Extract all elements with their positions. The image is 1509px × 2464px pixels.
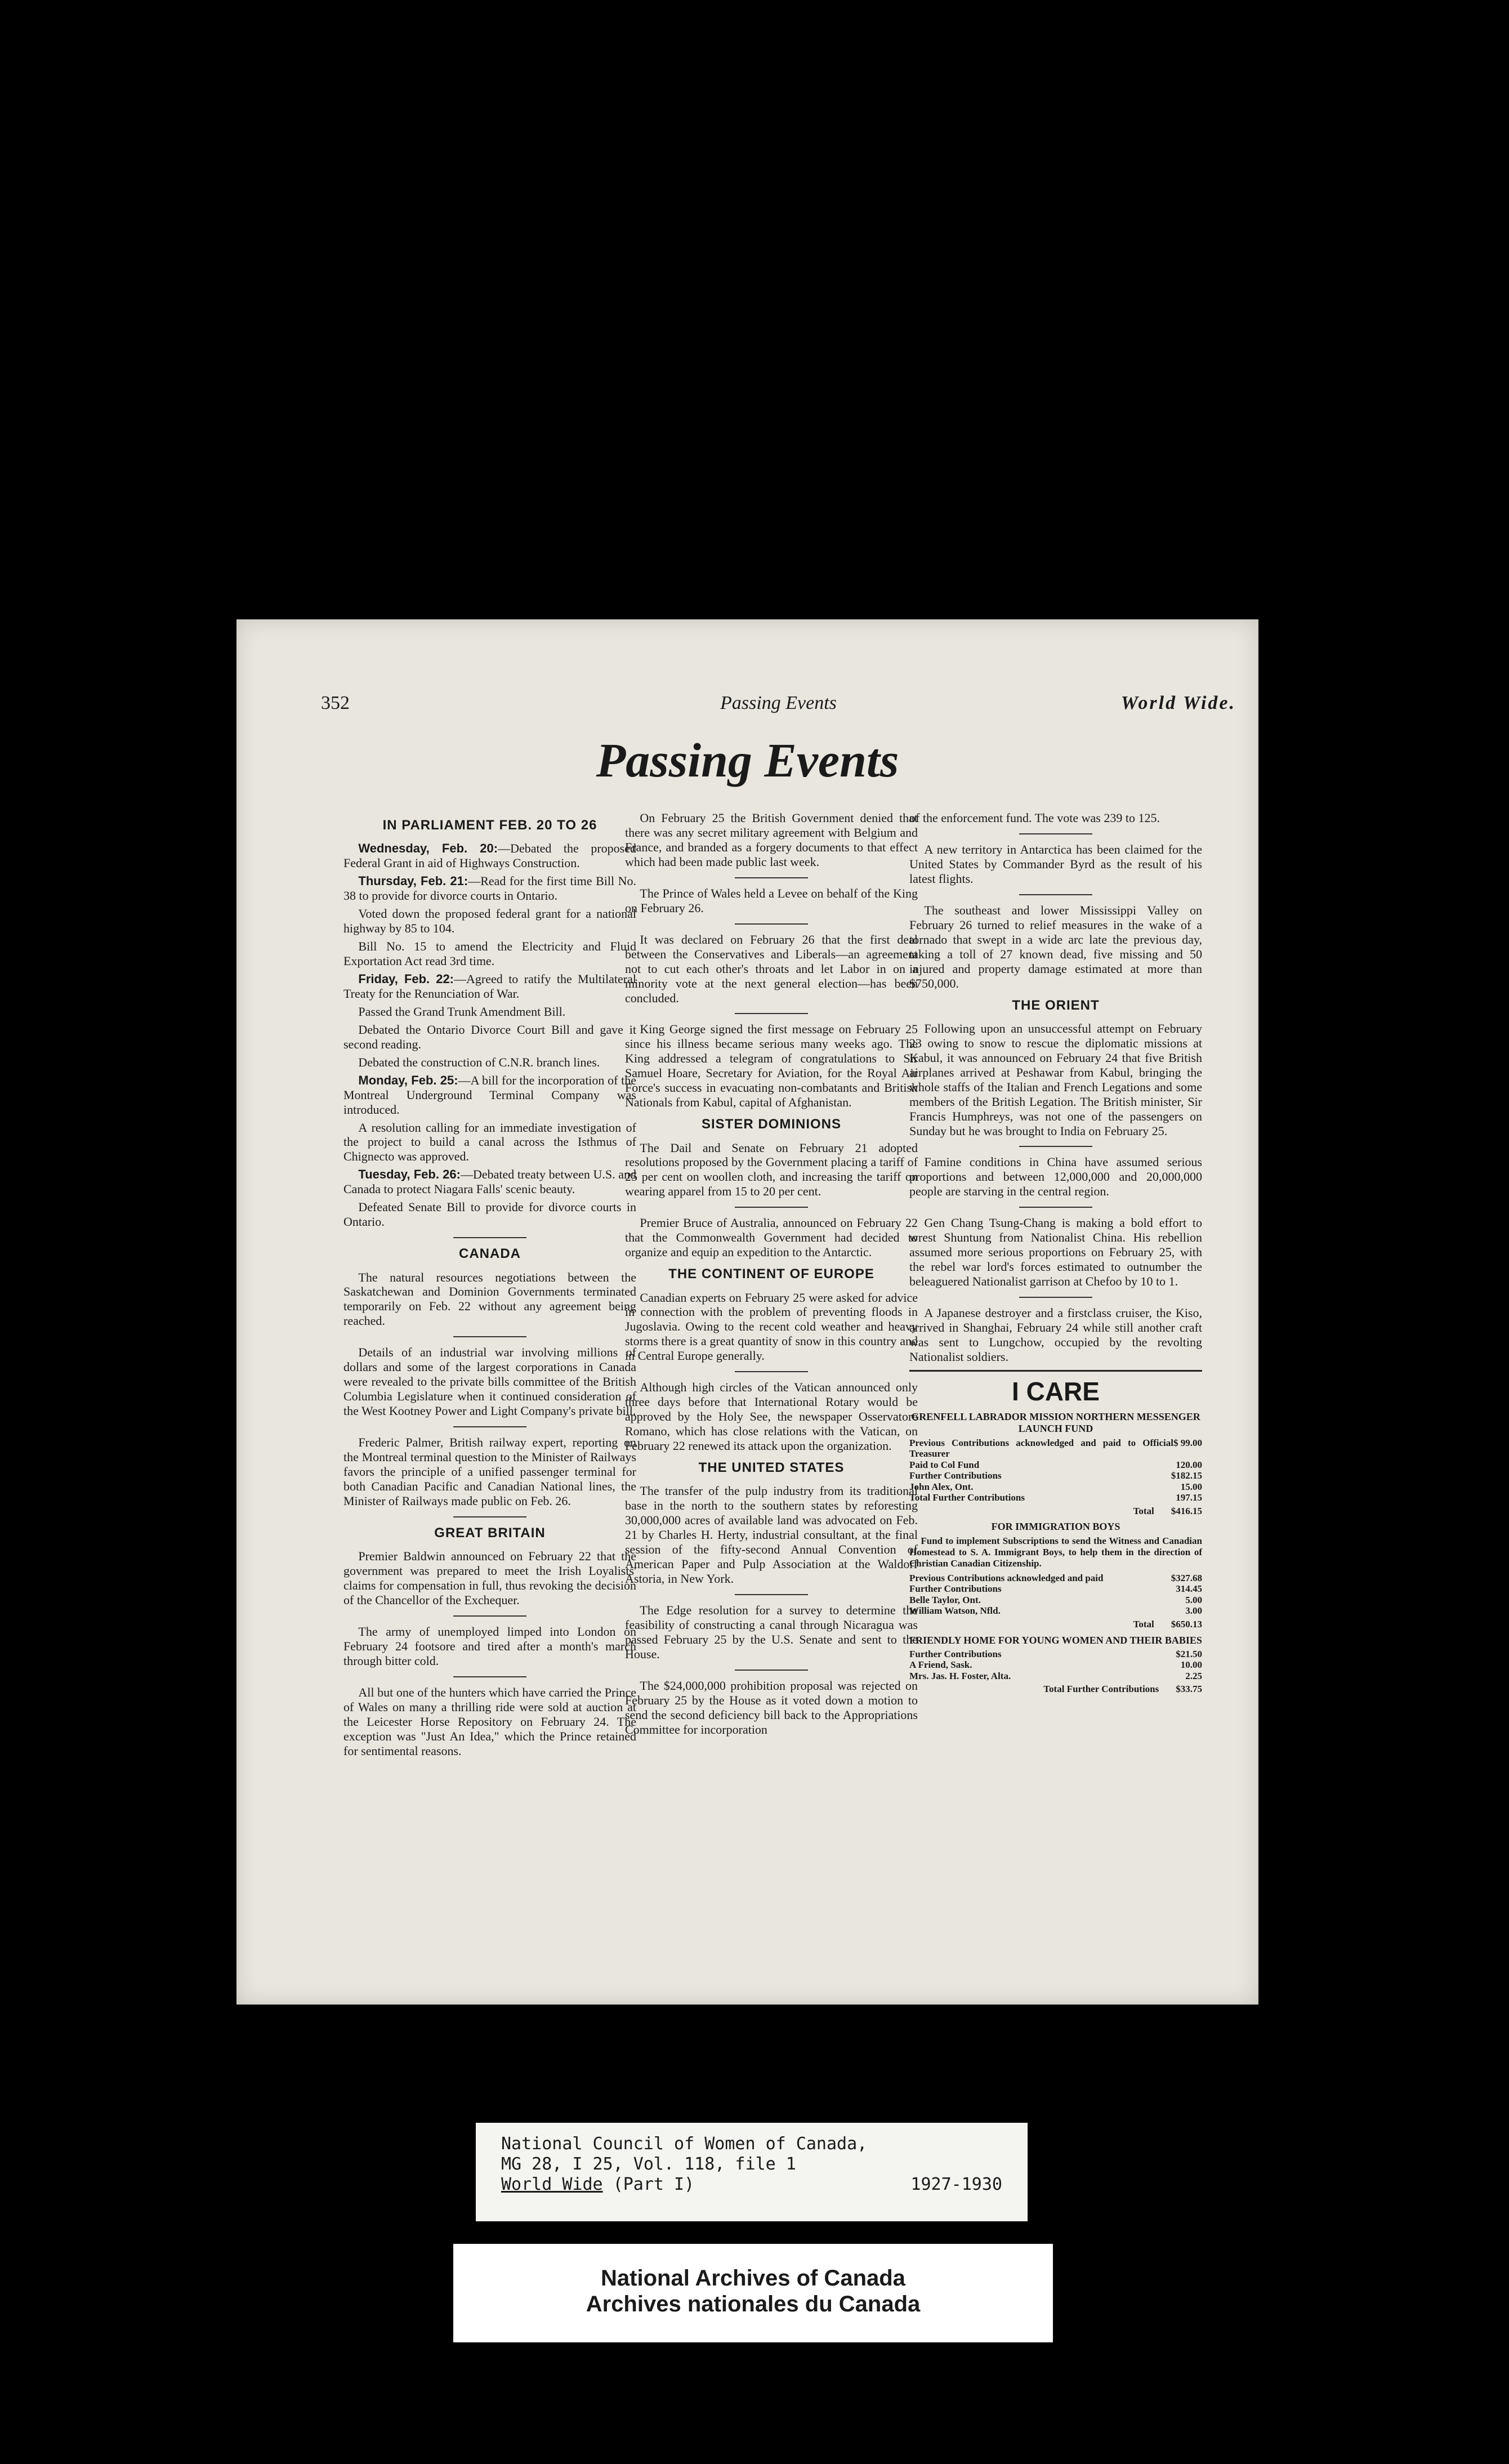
running-header <box>321 693 1236 715</box>
fund-list <box>909 1649 1202 1682</box>
paragraph: The $24,000,000 prohibition proposal was rejected on February 25 by the House as it voted down a motion to send the second deficiency bill back to the Appropriations Committee for incorporation <box>625 1678 918 1737</box>
divider <box>735 1013 808 1014</box>
publication-name: World Wide. <box>1120 693 1236 713</box>
paragraph: Details of an industrial war involving millions of dollars and some of the largest corporations in Canada were revealed to the private bills committee of the British Columbia Legislature when it continued consideration of the West Kootney Power and Light Company's private bill. <box>343 1345 636 1418</box>
fund-row <box>909 1659 1202 1671</box>
fund-row <box>909 1470 1202 1481</box>
archive-line-1: National Council of Women of Canada, <box>501 2134 868 2154</box>
divider <box>453 1426 526 1427</box>
fund-row-label: Total Further Contributions <box>909 1492 1025 1503</box>
section-heading-parliament: IN PARLIAMENT FEB. 20 TO 26 <box>382 818 597 833</box>
archives-name-fr: Archives nationales du Canada <box>586 2292 921 2316</box>
paragraph: It was declared on February 26 that the first deal between the Conservatives and Liberals—an agreement not to cut each other's throats and let Labor in on a minority vote at the next general election—has been concluded. <box>625 932 918 1005</box>
paragraph: The southeast and lower Mississippi Valley on February 26 turned to relief measures in the wake of a tornado that swept in a wide arc late the previous day, taking a toll of 27 known dead, five missing and 50 injured and property damage estimated at more than $750,000. <box>909 903 1202 990</box>
archive-line-3 <box>501 2175 1002 2195</box>
section-heading-orient: THE ORIENT <box>1012 997 1100 1013</box>
years: 1927-1930 <box>910 2175 1002 2194</box>
fund-row-amount: 120.00 <box>1176 1459 1202 1470</box>
divider <box>735 923 808 925</box>
fund-row <box>909 1649 1202 1660</box>
fund-title: FRIENDLY HOME FOR YOUNG WOMEN AND THEIR BABIES <box>909 1634 1202 1646</box>
fund-row <box>909 1605 1202 1617</box>
fund-row <box>909 1671 1202 1682</box>
fund-list <box>909 1438 1202 1503</box>
paragraph: Although high circles of the Vatican announced only three days before that International Rotary would be approved by the Holy See, the newspaper Osservatore Romano, which has close relations with the Vatican, on February 22 renewed its attack upon the organization. <box>625 1380 918 1453</box>
fund-title: FOR IMMIGRATION BOYS <box>991 1521 1120 1533</box>
fund-row-amount: 2.25 <box>1185 1670 1202 1681</box>
fund-row-label: Belle Taylor, Ont. <box>909 1594 981 1605</box>
i-care-heading: I CARE <box>1012 1376 1100 1406</box>
paragraph: of the enforcement fund. The vote was 239 to 125. <box>909 811 1160 825</box>
divider <box>453 1516 526 1517</box>
fund-row-amount: $327.68 <box>1171 1572 1202 1583</box>
paragraph: The natural resources negotiations between the Saskatchewan and Dominion Governments terminated temporarily on Feb. 22 without any agreement being reached. <box>343 1270 636 1328</box>
divider <box>735 1371 808 1372</box>
divider <box>735 877 808 878</box>
divider <box>1019 894 1092 895</box>
divider <box>453 1237 526 1238</box>
fund-total: Total $416.15 <box>1133 1505 1202 1516</box>
fund-row <box>909 1459 1202 1471</box>
archive-reference-label <box>476 2123 1028 2221</box>
divider <box>1019 1297 1092 1298</box>
divider <box>735 1670 808 1671</box>
section-heading-sister-dominions: SISTER DOMINIONS <box>701 1117 842 1132</box>
fund-row-label: A Friend, Sask. <box>909 1659 972 1671</box>
archives-stamp <box>453 2244 1053 2342</box>
fund-row-amount: 15.00 <box>1180 1481 1202 1492</box>
paragraph: Defeated Senate Bill to provide for divorce courts in Ontario. <box>343 1200 636 1229</box>
fund-row <box>909 1583 1202 1595</box>
divider <box>1019 1146 1092 1147</box>
fund-row-label: Previous Contributions acknowledged and paid to Official Treasurer <box>909 1437 1173 1459</box>
fund-row-amount: 3.00 <box>1185 1605 1202 1617</box>
paragraph: The Prince of Wales held a Levee on behalf of the King on February 26. <box>625 886 918 915</box>
archive-line-2: MG 28, I 25, Vol. 118, file 1 <box>501 2154 796 2174</box>
fund-row <box>909 1492 1202 1503</box>
fund-list <box>909 1573 1202 1617</box>
fund-title: GRENFELL LABRADOR MISSION NORTHERN MESSENGER LAUNCH FUND <box>911 1411 1200 1435</box>
paragraph: The Dail and Senate on February 21 adopted resolutions proposed by the Government placing a tariff of 25 per cent on woollen cloth, and increasing the tariff on wearing apparel from 15 to 20 per cent. <box>625 1140 918 1199</box>
publication-title: World Wide <box>501 2175 603 2194</box>
paragraph: Passed the Grand Trunk Amendment Bill. <box>358 1004 566 1019</box>
fund-row-label: Paid to Col Fund <box>909 1459 980 1470</box>
paragraph: The transfer of the pulp industry from its traditional base in the north to the southern states by reforesting 30,000,000 acres of available land was advocated on Feb. 21 by Charles H. Herty, industrial consultant, at the final session of the fifty-second Annual Convention of American Paper and Pulp Association at the Waldorf Astoria, in New York. <box>625 1484 918 1586</box>
column-2 <box>625 811 918 1740</box>
divider <box>1019 833 1092 834</box>
paragraph: A resolution calling for an immediate investigation of the project to build a canal across the Isthmus of Chignecto was approved. <box>343 1120 636 1164</box>
fund-row <box>909 1595 1202 1606</box>
paragraph: Tuesday, Feb. 26:—Debated treaty between U.S. and Canada to protect Niagara Falls' scenic beauty. <box>343 1167 636 1197</box>
divider <box>735 1207 808 1208</box>
paragraph: Friday, Feb. 22:—Agreed to ratify the Multilateral Treaty for the Renunciation of War. <box>343 971 636 1001</box>
paragraph: Bill No. 15 to amend the Electricity and Fluid Exportation Act read 3rd time. <box>343 939 636 968</box>
paragraph: Wednesday, Feb. 20:—Debated the proposed Federal Grant in aid of Highways Construction. <box>343 841 636 871</box>
fund-row-amount: $ 99.00 <box>1173 1437 1202 1448</box>
fund-row-amount: 10.00 <box>1180 1659 1202 1671</box>
fund-row <box>909 1438 1202 1459</box>
divider <box>453 1615 526 1617</box>
fund-row-label: Further Contributions <box>909 1583 1002 1595</box>
paragraph: Debated the construction of C.N.R. branch lines. <box>358 1055 600 1069</box>
page-number: 352 <box>321 693 350 713</box>
divider <box>735 1594 808 1595</box>
paragraph: King George signed the first message on February 25 since his illness became serious many weeks ago. The King addressed a telegram of congratulations to Sir Samuel Hoare, Secretary for Aviation, for the Royal Air Force's success in evacuating non-combatants and British Nationals from Kabul, capital of Afghanistan. <box>625 1022 918 1110</box>
section-rule <box>909 1370 1202 1372</box>
paragraph: A new territory in Antarctica has been claimed for the United States by Commander Byrd as the result of his latest flights. <box>909 842 1202 886</box>
paragraph: Famine conditions in China have assumed serious proportions and between 12,000,000 and 20,000,000 people are starving in the central region. <box>909 1155 1202 1199</box>
paragraph: The Edge resolution for a survey to determine the feasibility of constructing a canal through Nicaragua was passed February 25 by the U.S. Senate and sent to the House. <box>625 1603 918 1661</box>
paragraph: A Japanese destroyer and a firstclass cruiser, the Kiso, arrived in Shanghai, February 24 while still another craft was sent to Lungchow, occupied by the revolting Nationalist soldiers. <box>909 1306 1202 1364</box>
fund-row-label: John Alex, Ont. <box>909 1481 974 1492</box>
fund-row-label: Mrs. Jas. H. Foster, Alta. <box>909 1670 1011 1681</box>
newspaper-page <box>236 619 1258 2005</box>
paragraph: Thursday, Feb. 21:—Read for the first time Bill No. 38 to provide for divorce courts in Ontario. <box>343 874 636 903</box>
part-label: (Part I) <box>613 2175 695 2194</box>
fund-row <box>909 1481 1202 1493</box>
paragraph: Following upon an unsuccessful attempt on February 23 owing to snow to rescue the diplomatic missions at Kabul, it was announced on February 24 that five British airplanes arrived at Peshawar from Kabul, bringing the whole staffs of the Italian and French Legations and some members of the British Legation. The British minister, Sir Francis Humphreys, was not one of the passengers on Sunday but he was brought to India on February 25. <box>909 1021 1202 1138</box>
fund-row-amount: $182.15 <box>1171 1470 1202 1481</box>
fund-row-amount: 197.15 <box>1176 1492 1202 1503</box>
page-title: Passing Events <box>596 733 899 787</box>
section-heading-great-britain: GREAT BRITAIN <box>434 1525 546 1541</box>
fund-row-label: Further Contributions <box>909 1648 1002 1659</box>
fund-description: Fund to implement Subscriptions to send the Witness and Canadian Homestead to S. A. Immigrant Boys, to help them in the direction of Christian Canadian Citizenship. <box>909 1535 1202 1569</box>
column-3 <box>909 811 1202 1699</box>
running-title: Passing Events <box>720 693 837 713</box>
paragraph: All but one of the hunters which have carried the Prince of Wales on many a thrilling ride were sold at auction at the Leicester Horse Repository on February 24. The exception was "Just An Idea," which the Prince retained for sentimental reasons. <box>343 1685 636 1758</box>
fund-total: Total $650.13 <box>1133 1619 1202 1630</box>
fund-row-amount: 314.45 <box>1176 1583 1202 1595</box>
section-heading-united-states: THE UNITED STATES <box>698 1460 845 1476</box>
archives-name-en: National Archives of Canada <box>601 2266 905 2291</box>
paragraph: Gen Chang Tsung-Chang is making a bold effort to wrest Shuntung from Nationalist China. His rebellion assumed more serious proportions on February 25, with the rebel war lord's forces estimated to outnumber the beleaguered Nationalist garrison at Chefoo by 10 to 1. <box>909 1216 1202 1289</box>
paragraph: Premier Baldwin announced on February 22 that the government was prepared to meet the Irish Loyalists' claims for compensation in full, thus revoking the decision of the Chancellor of the Exchequer. <box>343 1549 636 1608</box>
paragraph: On February 25 the British Government denied that there was any secret military agreement with Belgium and France, and branded as a forgery documents to that effect which had been made public last week. <box>625 811 918 869</box>
fund-total: Total Further Contributions $33.75 <box>1043 1684 1202 1695</box>
divider <box>453 1676 526 1677</box>
paragraph: Frederic Palmer, British railway expert, reporting on the Montreal terminal question to the Minister of Railways favors the principle of a unified passenger terminal for both Canadian Pacific and Canadian National lines, the Minister of Railways made public on Feb. 26. <box>343 1435 636 1508</box>
fund-row-amount: $21.50 <box>1176 1648 1202 1659</box>
column-1 <box>343 811 636 1762</box>
paragraph: Voted down the proposed federal grant for a national highway by 85 to 104. <box>343 907 636 936</box>
fund-row-label: Previous Contributions acknowledged and paid <box>909 1572 1104 1583</box>
divider <box>453 1336 526 1337</box>
paragraph: Canadian experts on February 25 were asked for advice in connection with the problem of preventing floods in Jugoslavia. Owing to the recent cold weather and heavy storms there is a great quantity of snow in this country and in Central Europe generally. <box>625 1290 918 1363</box>
fund-row <box>909 1573 1202 1584</box>
paragraph: Monday, Feb. 25:—A bill for the incorporation of the Montreal Underground Terminal Company was introduced. <box>343 1073 636 1117</box>
fund-row-amount: 5.00 <box>1185 1594 1202 1605</box>
paragraph: Debated the Ontario Divorce Court Bill and gave it second reading. <box>343 1022 636 1051</box>
section-heading-europe: THE CONTINENT OF EUROPE <box>668 1266 874 1282</box>
paragraph: Premier Bruce of Australia, announced on February 22 that the Commonwealth Government had decided to organize and equip an expedition to the Antarctic. <box>625 1216 918 1260</box>
fund-row-label: Further Contributions <box>909 1470 1002 1481</box>
paragraph: The army of unemployed limped into London on February 24 footsore and tired after a month's march through bitter cold. <box>343 1624 636 1668</box>
section-heading-canada: CANADA <box>459 1246 521 1262</box>
fund-row-label: William Watson, Nfld. <box>909 1605 1001 1617</box>
divider <box>1019 1207 1092 1208</box>
